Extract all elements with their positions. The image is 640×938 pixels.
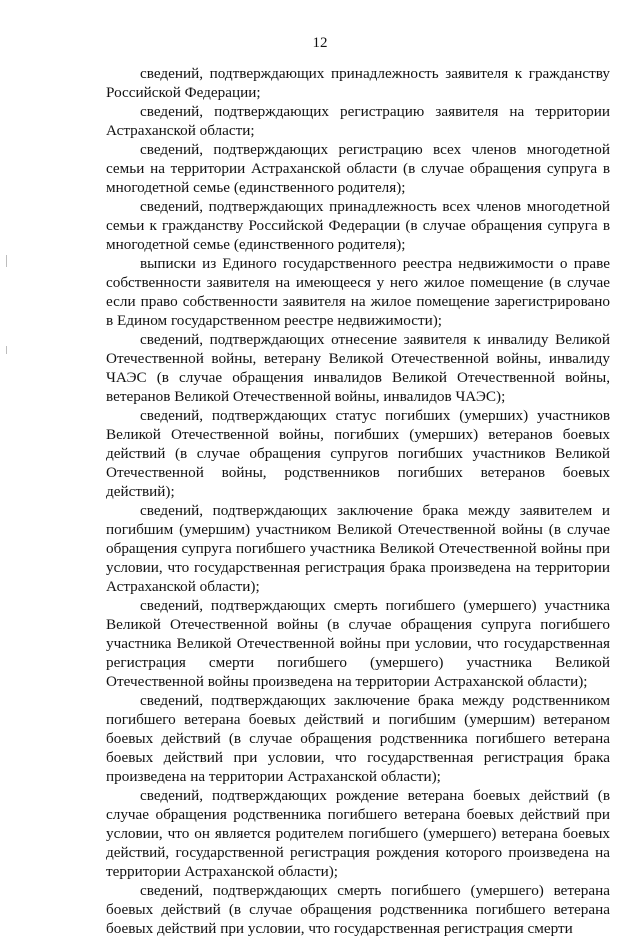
paragraph: сведений, подтверждающих регистрацию заявителя на территории Астраханской области; [106,103,610,139]
paragraph: сведений, подтверждающих смерть погибшего (умершего) участника Великой Отечественной войны (в случае обращения супруга погибшего участника Великой Отечественной войны при условии, что государственная регистрация смерти погибшего (умершего) участника Великой Отечественной войны произведена на территории Астраханской области); [106,597,610,690]
scan-edge-mark [6,255,7,267]
paragraph: сведений, подтверждающих регистрацию всех членов многодетной семьи на территории Астраханской области (в случае обращения супруга в многодетной семье (единственного родителя); [106,141,610,196]
scan-edge-mark [6,346,7,354]
paragraph: сведений, подтверждающих заключение брака между заявителем и погибшим (умершим) участником Великой Отечественной войны (в случае обращения супруга погибшего участника Великой Отечественной войны при условии, что государственная регистрация брака произведена на территории Астраханской области); [106,502,610,595]
paragraph: выписки из Единого государственного реестра недвижимости о праве собственности заявителя на имеющееся у него жилое помещение (в случае если право собственности заявителя на жилое помещение зарегистрировано в Едином государственном реестре недвижимости); [106,255,610,329]
paragraph: сведений, подтверждающих статус погибших (умерших) участников Великой Отечественной войны, погибших (умерших) ветеранов боевых действий (в случае обращения супругов погибших участников Великой Отечественной войны, родственников погибших ветеранов боевых действий); [106,407,610,500]
document-body [106,64,610,938]
paragraph: сведений, подтверждающих принадлежность заявителя к гражданству Российской Федерации; [106,65,610,101]
paragraph: сведений, подтверждающих принадлежность всех членов многодетной семьи к гражданству Российской Федерации (в случае обращения супруга в многодетной семье (единственного родителя); [106,198,610,253]
paragraph: сведений, подтверждающих рождение ветерана боевых действий (в случае обращения родственника погибшего ветерана боевых действий при условии, что он является родителем погибшего (умершего) ветерана боевых действий, государственной регистрация рождения которого произведена на территории Астраханской области); [106,787,610,880]
page-number: 12 [312,35,328,51]
paragraph: сведений, подтверждающих отнесение заявителя к инвалиду Великой Отечественной войны, ветерану Великой Отечественной войны, инвалиду ЧАЭС (в случае обращения инвалидов Великой Отечественной войны, ветеранов Великой Отечественной войны, инвалидов ЧАЭС); [106,331,610,405]
paragraph: сведений, подтверждающих смерть погибшего (умершего) ветерана боевых действий (в случае обращения родственника погибшего ветерана боевых действий при условии, что государственная регистрация смерти [106,882,610,937]
paragraph: сведений, подтверждающих заключение брака между родственником погибшего ветерана боевых действий и погибшим (умершим) ветераном боевых действий (в случае обращения родственника погибшего ветерана боевых действий при условии, что государственная регистрация брака произведена на территории Астраханской области); [106,692,610,785]
